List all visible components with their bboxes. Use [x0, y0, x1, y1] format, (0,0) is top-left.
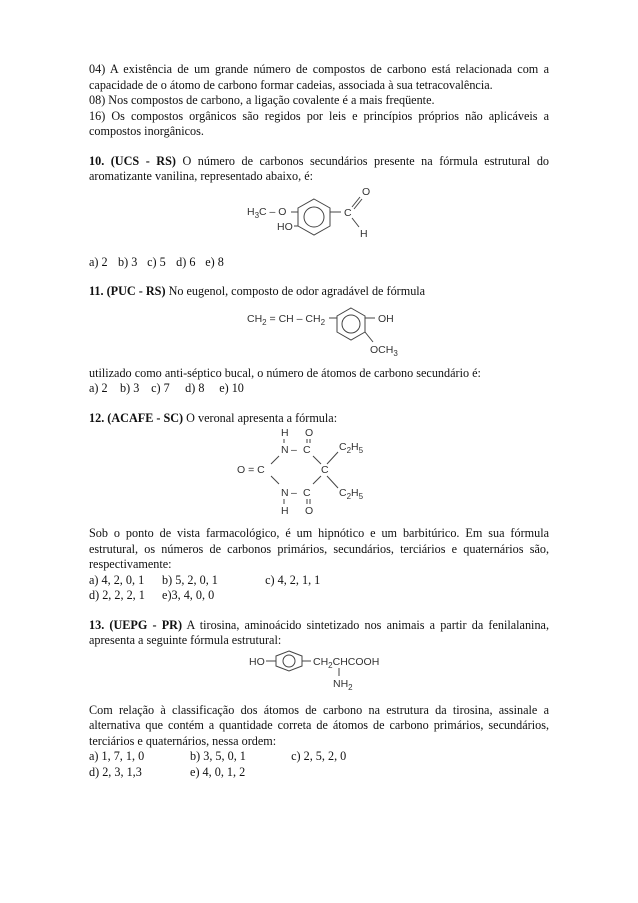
question-13-options-row-1	[89, 749, 549, 765]
question-10-options	[89, 255, 549, 271]
tyrosine-benzene-ring	[276, 651, 302, 671]
q11-option-e[interactable]: e) 10	[219, 381, 244, 395]
veronal-top-o: O	[305, 427, 314, 439]
question-13-text: A tirosina, aminoácido sintetizado nos animais a partir da fenilalanina, apresenta a seguinte fórmula estrutural:	[89, 617, 549, 647]
q13-option-b[interactable]: b) 3, 5, 0, 1	[190, 749, 246, 763]
veronal-ethyl-top: $C_2H_5$	[339, 441, 364, 455]
q12-option-a[interactable]: a) 4, 2, 0, 1	[89, 572, 145, 587]
q12-option-c[interactable]: c) 4, 2, 1, 1	[265, 572, 321, 587]
veronal-bond-c-cq-top	[313, 456, 321, 464]
vanillin-methoxy-label: $H_3C$ – O	[247, 205, 287, 220]
q13-option-d[interactable]: d) 2, 3, 1,3	[89, 764, 142, 779]
vanillin-bond-c-o-a	[352, 197, 360, 207]
veronal-bond-cq-ethyl-bottom	[327, 476, 338, 488]
q11-option-d[interactable]: d) 8	[185, 381, 205, 395]
question-11-text-after: utilizado como anti-séptico bucal, o número de átomos de carbono secundário é:	[89, 365, 481, 380]
question-11-source: (PUC - RS)	[106, 284, 166, 298]
question-10-text: O número de carbonos secundários presente na fórmula estrutural do aromatizante vanilina, representado abaixo, é:	[89, 153, 550, 183]
q13-option-c[interactable]: c) 2, 5, 2, 0	[291, 749, 347, 763]
tyrosine-chain-label: $CH_2CHCOOH$	[313, 655, 380, 670]
vanillin-hydroxyl-label: HO	[277, 220, 293, 233]
q13-option-e[interactable]: e) 4, 0, 1, 2	[190, 764, 246, 779]
veronal-bottom-c: C	[303, 487, 311, 499]
question-11-options	[89, 381, 549, 397]
q13-option-a[interactable]: a) 1, 7, 1, 0	[89, 749, 145, 763]
veronal-bond-cq-c-bottom	[313, 476, 321, 484]
q11-option-c[interactable]: c) 7	[151, 381, 170, 395]
question-13-source: (UEPG - PR)	[109, 617, 182, 632]
q10-option-b[interactable]: b) 3	[118, 254, 138, 269]
q12-option-b[interactable]: b) 5, 2, 0, 1	[162, 572, 218, 587]
veronal-eq-o: O = C	[237, 464, 265, 476]
intro-item-16: 16) Os compostos orgânicos são regidos por leis e princípios próprios não aplicáveis a compostos inorgânicos.	[89, 108, 549, 138]
veronal-bottom-n: N	[281, 487, 289, 499]
vanillin-carbonyl-c: C	[344, 206, 352, 219]
tyrosine-ring-circle	[283, 655, 295, 667]
q11-option-a[interactable]: a) 2	[89, 381, 108, 395]
veronal-quaternary-c: C	[321, 464, 329, 476]
eugenol-structure	[219, 300, 419, 358]
vanillin-structure	[219, 185, 419, 247]
eugenol-bond-ring-och3	[365, 332, 373, 342]
veronal-top-h: H	[281, 427, 289, 439]
q10-option-e[interactable]: e) 8	[205, 254, 224, 269]
vanillin-bond-c-h	[352, 218, 359, 227]
q12-option-e[interactable]: e)3, 4, 0, 0	[162, 588, 215, 602]
veronal-bond-n-c-bottom: –	[291, 487, 297, 499]
question-10-source: (UCS - RS)	[110, 153, 176, 168]
veronal-bond-n-c-top: –	[291, 444, 297, 456]
question-11-text: No eugenol, composto de odor agradável de fórmula	[168, 284, 426, 298]
q11-option-b[interactable]: b) 3	[120, 381, 140, 395]
veronal-structure	[219, 426, 419, 518]
vanillin-ring-circle	[304, 207, 324, 227]
question-12-text-after: Sob o ponto de vista farmacológico, é um hipnótico e um barbitúrico. Em sua fórmula estrutural, os números de carbonos primários, secundários, terciários e quaternários são, respectivamente:	[89, 526, 549, 571]
veronal-bottom-o: O	[305, 505, 314, 517]
eugenol-hydroxyl-label: OH	[378, 312, 394, 325]
vanillin-benzene-ring	[298, 199, 330, 235]
question-13-number: 13.	[89, 617, 105, 632]
eugenol-benzene-ring	[337, 308, 365, 340]
vanillin-bond-c-o-b	[354, 199, 362, 209]
eugenol-chain-label: $CH_2$ = CH – $CH_2$	[247, 312, 326, 327]
question-13	[89, 618, 549, 649]
question-13-options-row-2	[89, 765, 549, 781]
question-12	[89, 411, 549, 427]
q10-option-d[interactable]: d) 6	[176, 254, 196, 269]
veronal-bottom-h: H	[281, 505, 289, 517]
q10-option-c[interactable]: c) 5	[147, 254, 166, 269]
veronal-bond-cq-ethyl-top	[327, 452, 338, 464]
veronal-bond-n-c2	[271, 456, 279, 464]
question-10-number: 10.	[89, 153, 105, 168]
question-13-text-after: Com relação à classificação dos átomos de carbono na estrutura da tirosina, assinale a alternativa que contém a quantidade correta de átomos de carbono primários, secundários, terciários e quaternários, nessa ordem:	[89, 702, 549, 748]
q12-option-d[interactable]: d) 2, 2, 2, 1	[89, 588, 145, 602]
veronal-ethyl-bottom: $C_2H_5$	[339, 487, 364, 501]
question-12-options-row-2	[89, 588, 549, 604]
vanillin-carbonyl-o: O	[362, 185, 371, 198]
question-11-number: 11.	[89, 284, 104, 298]
question-12-number: 12.	[89, 410, 105, 425]
question-11	[89, 284, 549, 300]
veronal-top-c: C	[303, 444, 311, 456]
veronal-top-n: N	[281, 444, 289, 456]
tyrosine-structure	[219, 649, 419, 695]
question-12-source: (ACAFE - SC)	[107, 410, 184, 425]
eugenol-methoxy-label: $OCH_3$	[370, 343, 398, 358]
eugenol-ring-circle	[342, 315, 360, 333]
veronal-bond-c2-n	[271, 476, 279, 484]
question-12-options-row-1	[89, 573, 549, 589]
intro-item-08: 08) Nos compostos de carbono, a ligação covalente é a mais freqüente.	[89, 93, 435, 107]
tyrosine-amine-label: $NH_2$	[333, 677, 353, 692]
question-12-text: O veronal apresenta a fórmula:	[186, 410, 338, 425]
question-10	[89, 154, 549, 185]
intro-item-04: 04) A existência de um grande número de compostos de carbono está relacionada com a capacidade de o átomo de carbono formar cadeias, associada à sua tetracovalência.	[89, 62, 549, 92]
tyrosine-hydroxyl-label: HO	[249, 655, 265, 668]
q10-option-a[interactable]: a) 2	[89, 254, 108, 269]
vanillin-aldehyde-h: H	[360, 227, 368, 240]
document-page	[89, 62, 549, 780]
